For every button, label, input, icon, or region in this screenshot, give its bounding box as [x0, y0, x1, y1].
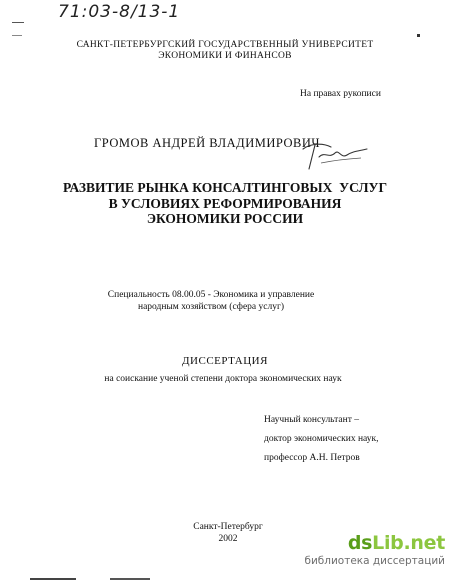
consultant-line-3: профессор А.Н. Петров — [264, 453, 360, 463]
specialty — [0, 289, 436, 313]
scan-mark — [12, 22, 24, 23]
logo-rest: Lib.net — [372, 532, 445, 554]
specialty-line-1: Специальность 08.00.05 - Экономика и управление — [107, 290, 315, 300]
dslib-logo — [283, 532, 445, 554]
scan-mark — [12, 35, 22, 36]
archive-code-handwritten: 71:03-8/13-1 — [58, 2, 181, 22]
consultant-line-1: Научный консультант – — [264, 415, 359, 425]
rights-note: На правах рукописи — [300, 89, 381, 99]
dissertation-title — [0, 180, 450, 227]
document-type: ДИССЕРТАЦИЯ — [182, 355, 268, 367]
degree-line: на соискание ученой степени доктора экономических наук — [104, 374, 342, 384]
place: Санкт-Петербург — [193, 522, 263, 532]
university-name — [0, 40, 450, 62]
consultant-line-2: доктор экономических наук, — [264, 434, 379, 444]
university-line-1: САНКТ-ПЕТЕРБУРГСКИЙ ГОСУДАРСТВЕННЫЙ УНИВЕРСИТЕТ — [76, 40, 374, 50]
author-name: ГРОМОВ АНДРЕЙ ВЛАДИМИРОВИЧ — [94, 136, 320, 150]
title-line-1: РАЗВИТИЕ РЫНКА КОНСАЛТИНГОВЫХ УСЛУГ — [62, 180, 388, 195]
title-line-2: В УСЛОВИЯХ РЕФОРМИРОВАНИЯ — [108, 195, 342, 211]
university-line-2: ЭКОНОМИКИ И ФИНАНСОВ — [158, 51, 292, 61]
dslib-tagline: библиотека диссертаций — [304, 555, 445, 567]
scan-edge-mark — [30, 578, 76, 580]
dslib-watermark — [283, 532, 445, 576]
title-line-3: ЭКОНОМИКИ РОССИИ — [146, 211, 304, 226]
scan-dot — [417, 34, 420, 37]
author-signature — [301, 137, 369, 171]
scientific-consultant — [264, 411, 379, 468]
scan-edge-mark — [110, 578, 150, 580]
logo-prefix: ds — [347, 532, 373, 554]
year: 2002 — [218, 534, 238, 544]
specialty-line-2: народным хозяйством (сфера услуг) — [137, 302, 285, 312]
